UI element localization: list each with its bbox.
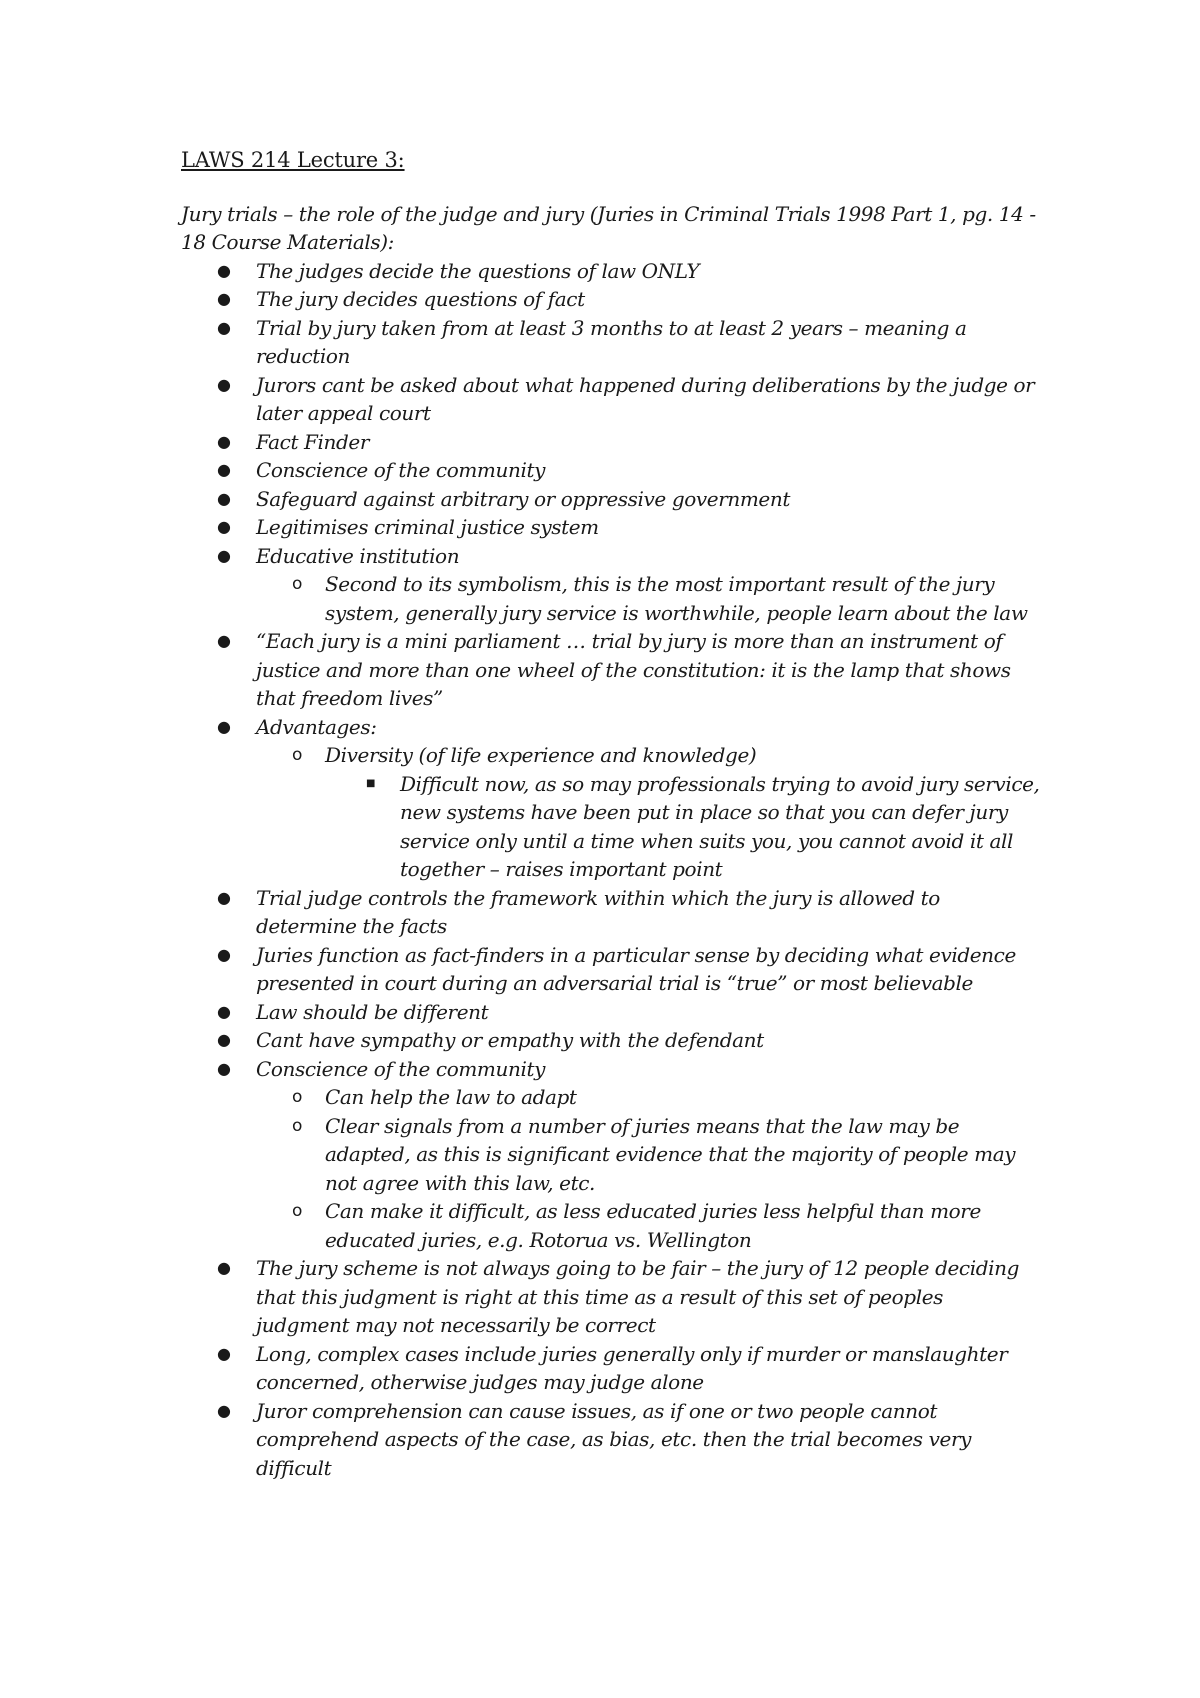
intro-heading: Jury trials – the role of the judge and jury (Juries in Criminal Trials 1998 Part 1, pg. 14 - 18 Course Materials):: [181, 201, 1036, 254]
sub-list: [181, 570, 1041, 627]
bullet-icon: ●: [217, 460, 231, 479]
circle-bullet-icon: o: [292, 574, 303, 594]
bullet-icon: ●: [217, 631, 231, 650]
list-item: ● Jurors cant be asked about what happened during deliberations by the judge or later appeal court: [217, 372, 1035, 425]
bullet-icon: ●: [217, 374, 231, 394]
list-item: ● Fact Finder: [181, 428, 1041, 457]
bullet-icon: ●: [217, 317, 231, 337]
bullet-icon: ●: [217, 1400, 231, 1420]
bullet-icon: ●: [217, 944, 231, 964]
list-item: ● Trial judge controls the framework within which the jury is allowed to determine the facts: [217, 885, 940, 938]
bullet-icon: ●: [217, 431, 231, 451]
list-item: ● Advantages:: [181, 713, 1041, 742]
list-item: ● Cant have sympathy or empathy with the defendant: [181, 1026, 1041, 1055]
sub-sub-list: [181, 770, 1041, 884]
bullet-icon: ●: [217, 1258, 231, 1277]
bullet-icon: ●: [217, 1058, 231, 1078]
list-item: ● Juries function as fact-finders in a particular sense by deciding what evidence presented in court during an adversarial trial is “true” or most believable: [217, 942, 1016, 995]
list-item: ● Long, complex cases include juries generally only if murder or manslaughter concerned, otherwise judges may judge alone: [217, 1341, 1008, 1394]
list-item: o Can help the law to adapt: [181, 1083, 1041, 1112]
list-item: o Second to its symbolism, this is the most important result of the jury system, generally jury service is worthwhile, people learn about the law: [292, 572, 1028, 625]
bullet-icon: ●: [217, 289, 231, 308]
bullet-list: [181, 257, 1041, 571]
bullet-icon: ●: [217, 545, 231, 565]
bullet-icon: ●: [217, 260, 231, 280]
bullet-list: [181, 1254, 1041, 1482]
list-item: o Can make it difficult, as less educated juries less helpful than more educated juries, e.g. Rotorua vs. Wellington: [292, 1199, 981, 1252]
list-item: o Clear signals from a number of juries means that the law may be adapted, as this is significant evidence that the majority of people may not agree with this law, etc.: [292, 1113, 1016, 1195]
document-page: [181, 146, 1041, 1482]
sub-list: [181, 741, 1041, 770]
bullet-icon: ●: [217, 1001, 231, 1021]
list-item: ● The judges decide the questions of law ONLY: [181, 257, 1041, 286]
bullet-icon: ●: [217, 1030, 231, 1049]
list-item: ● Juror comprehension can cause issues, as if one or two people cannot comprehend aspects of the case, as bias, etc. then the trial becomes very difficult: [217, 1398, 972, 1480]
list-item: ● Conscience of the community: [181, 456, 1041, 485]
list-item: ● Legitimises criminal justice system: [181, 513, 1041, 542]
square-bullet-icon: ■: [366, 777, 376, 789]
bullet-list: [181, 627, 1041, 741]
sub-list: [181, 1083, 1041, 1254]
list-item: ● “Each jury is a mini parliament … trial by jury is more than an instrument of justice and more than one wheel of the constitution: it is the lamp that shows that freedom lives”: [217, 629, 1011, 710]
bullet-icon: ●: [217, 488, 231, 508]
circle-bullet-icon: o: [292, 1201, 303, 1221]
list-item: ● Conscience of the community: [181, 1055, 1041, 1084]
bullet-icon: ●: [217, 517, 231, 536]
bullet-icon: ●: [217, 1343, 231, 1363]
page-title: LAWS 214 Lecture 3:: [181, 148, 405, 172]
list-item: ● Safeguard against arbitrary or oppressive government: [181, 485, 1041, 514]
circle-bullet-icon: o: [292, 745, 303, 765]
circle-bullet-icon: o: [292, 1087, 303, 1107]
list-item: ● The jury decides questions of fact: [181, 285, 1041, 314]
list-item: ● The jury scheme is not always going to be fair – the jury of 12 people deciding that this judgment is right at this time as a result of this set of peoples judgment may not necessarily be correct: [217, 1256, 1019, 1337]
bullet-icon: ●: [217, 716, 231, 736]
circle-bullet-icon: o: [292, 1115, 303, 1136]
bullet-list: [181, 884, 1041, 1084]
list-item: o Diversity (of life experience and knowledge): [181, 741, 1041, 770]
list-item: ● Trial by jury taken from at least 3 months to at least 2 years – meaning a reduction: [217, 315, 967, 368]
list-item: ● Law should be different: [181, 998, 1041, 1027]
bullet-icon: ●: [217, 887, 231, 907]
list-item: ● Educative institution: [181, 542, 1041, 571]
list-item: ■ Difficult now, as so may professionals trying to avoid jury service, new systems have been put in place so that you can defer jury service only until a time when suits you, you cannot avoid it all together – raises important point: [366, 771, 1040, 881]
